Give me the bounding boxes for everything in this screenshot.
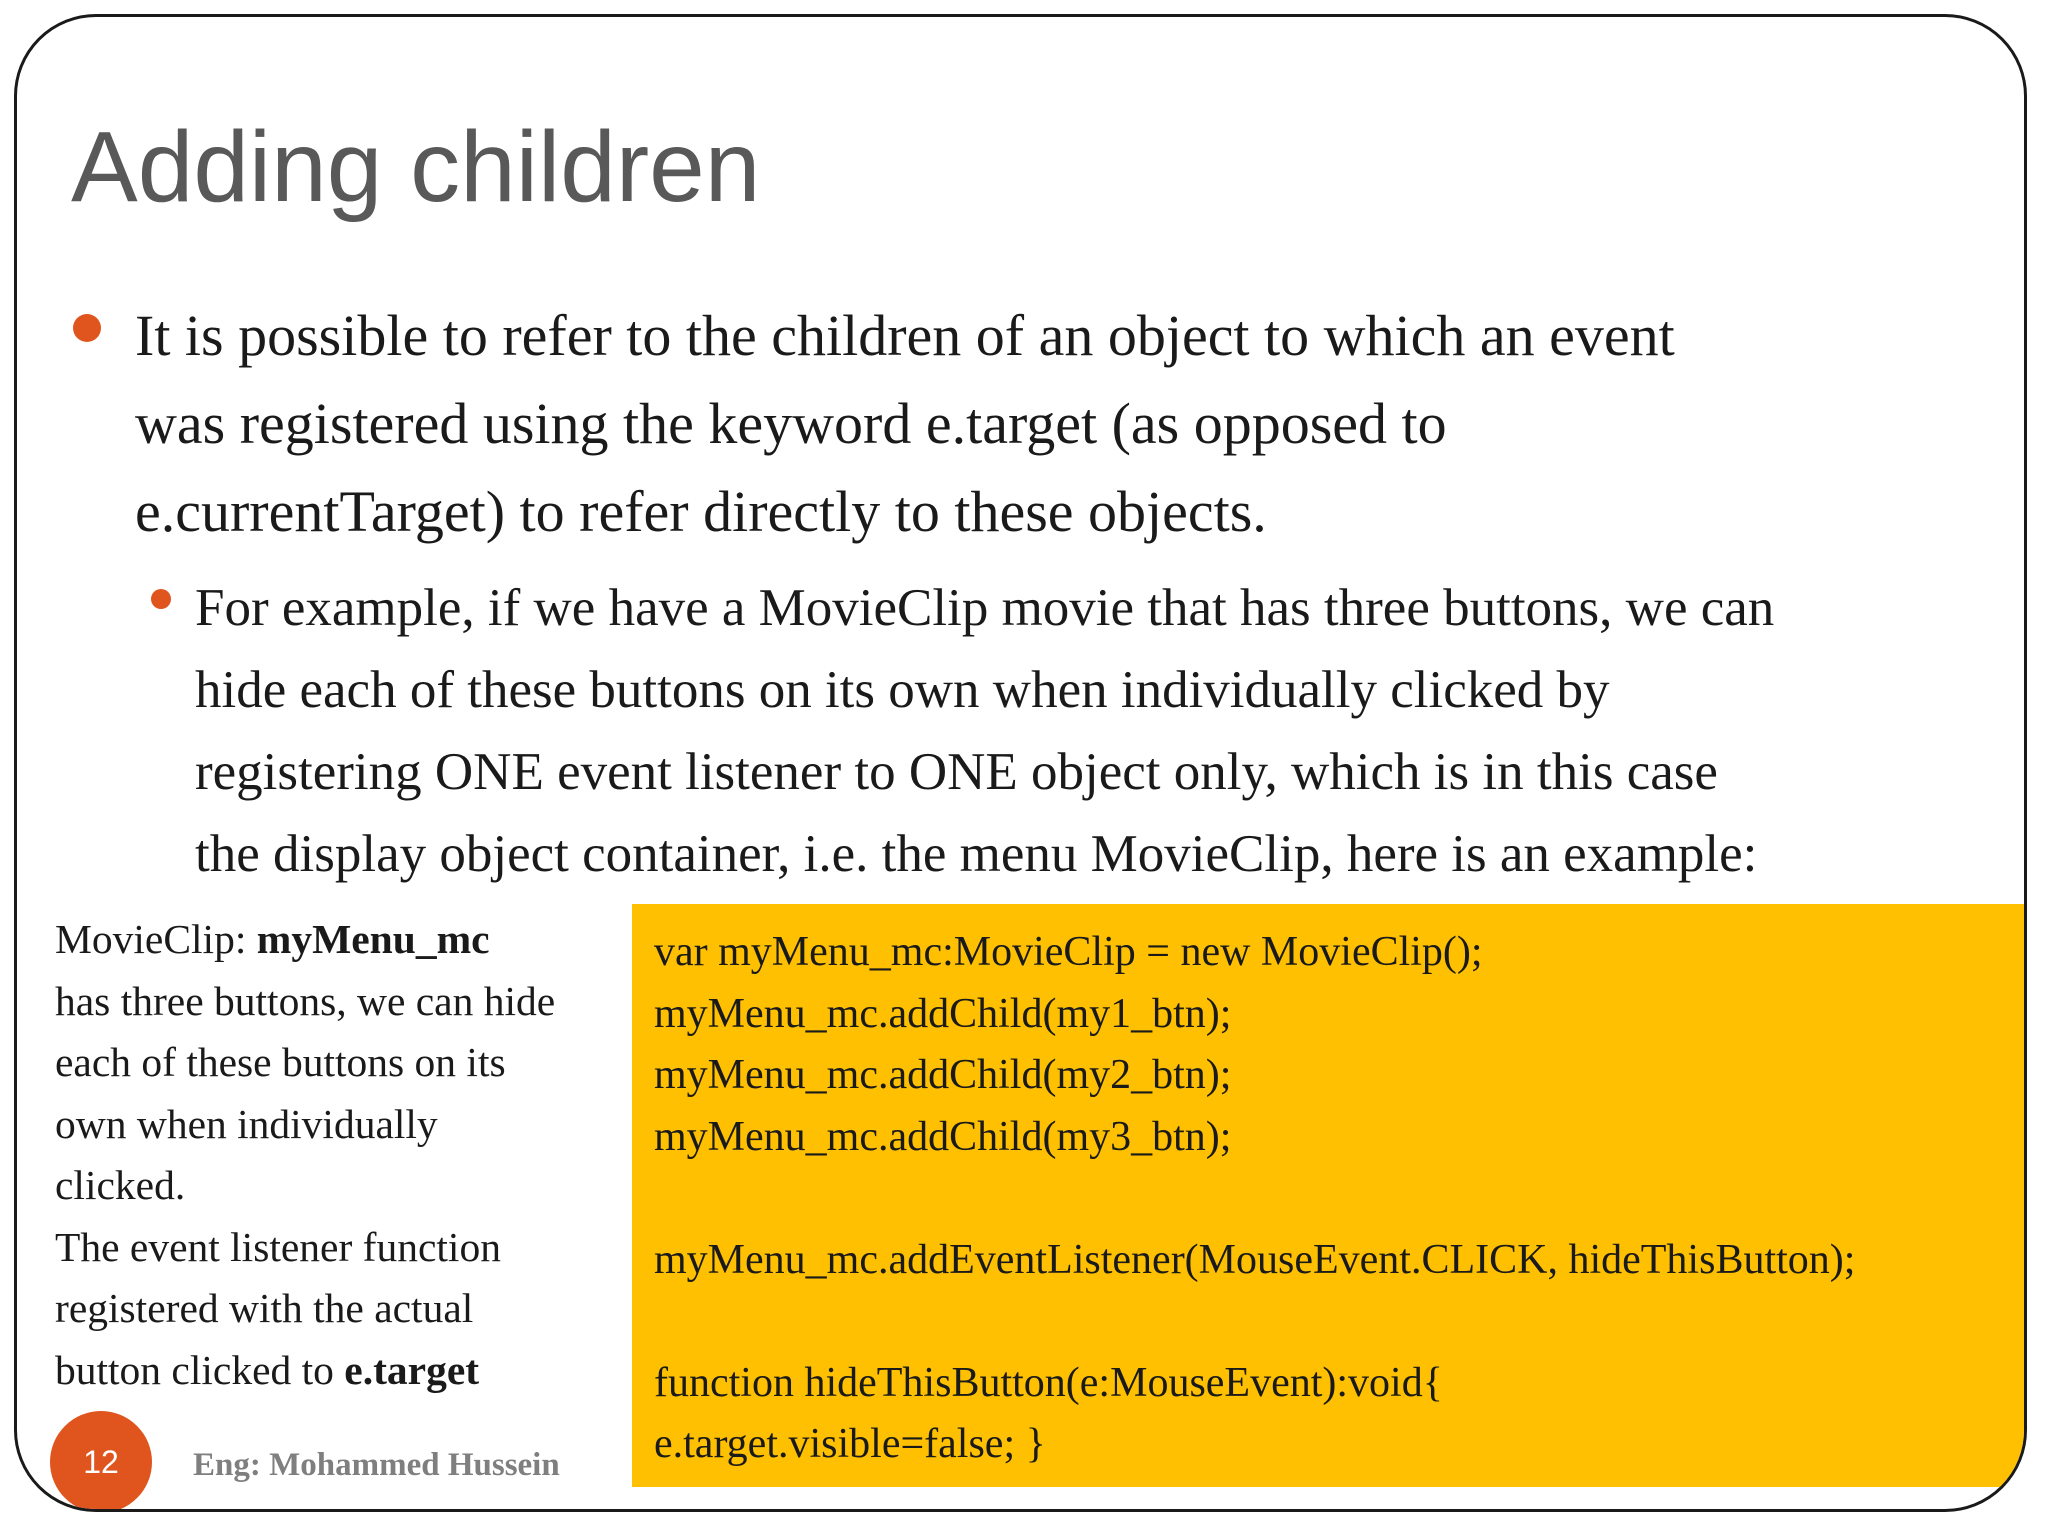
- side-note-text: MovieClip:: [55, 916, 257, 962]
- main-bullet: [73, 292, 1973, 556]
- side-note-line: [55, 1340, 625, 1402]
- side-note-line: registered with the actual: [55, 1285, 474, 1331]
- sub-bullet-line: For example, if we have a MovieClip movie that has three buttons, we can: [195, 579, 1775, 637]
- side-note-line: clicked.: [55, 1162, 186, 1208]
- main-bullet-text: [135, 292, 1973, 556]
- code-line: myMenu_mc.addChild(my2_btn);: [654, 1052, 1232, 1098]
- side-note-line: own when individually: [55, 1100, 438, 1147]
- sub-bullet-line: hide each of these buttons on its own when individually clicked by: [195, 661, 1610, 719]
- main-bullet-line: It is possible to refer to the children of an object to which an event: [135, 303, 1675, 368]
- side-note-text: button clicked to: [55, 1346, 345, 1393]
- code-block: [632, 904, 2027, 1487]
- code-line: myMenu_mc.addChild(my3_btn);: [654, 1113, 1232, 1160]
- code-line: myMenu_mc.addEventListener(MouseEvent.CLICK, hideThisButton);: [654, 1236, 1856, 1283]
- sub-bullet-line: the display object container, i.e. the menu MovieClip, here is an example:: [195, 825, 1758, 883]
- side-note-bold: myMenu_mc: [256, 916, 490, 962]
- sub-bullet: [147, 567, 2027, 895]
- code-line: [654, 1168, 2027, 1230]
- page-number-badge: 12: [50, 1411, 152, 1512]
- side-note: [55, 909, 625, 1401]
- sub-bullet-text: [195, 567, 2027, 895]
- sub-bullet-line: registering ONE event listener to ONE object only, which is in this case: [195, 743, 1718, 801]
- side-note-bold: e.target: [344, 1346, 480, 1393]
- slide-frame: [14, 14, 2027, 1512]
- code-line: var myMenu_mc:MovieClip = new MovieClip();: [654, 929, 1483, 975]
- code-line: function hideThisButton(e:MouseEvent):void{: [654, 1359, 1443, 1406]
- side-note-line: each of these buttons on its: [55, 1039, 506, 1085]
- side-note-line: [55, 909, 625, 971]
- side-note-line: has three buttons, we can hide: [55, 977, 556, 1024]
- bullet-dot-icon: [73, 314, 101, 342]
- side-note-line: The event listener function: [55, 1223, 501, 1270]
- main-bullet-line: e.currentTarget) to refer directly to these objects.: [135, 479, 1267, 544]
- author-footer: Eng: Mohammed Hussein: [193, 1447, 560, 1483]
- slide-title: Adding children: [71, 111, 761, 223]
- main-bullet-line: was registered using the keyword e.target (as opposed to: [135, 391, 1447, 456]
- code-line: [654, 1291, 2027, 1353]
- sub-bullet-dot-icon: [151, 589, 171, 609]
- code-line: myMenu_mc.addChild(my1_btn);: [654, 990, 1232, 1037]
- code-line: e.target.visible=false; }: [654, 1421, 1046, 1467]
